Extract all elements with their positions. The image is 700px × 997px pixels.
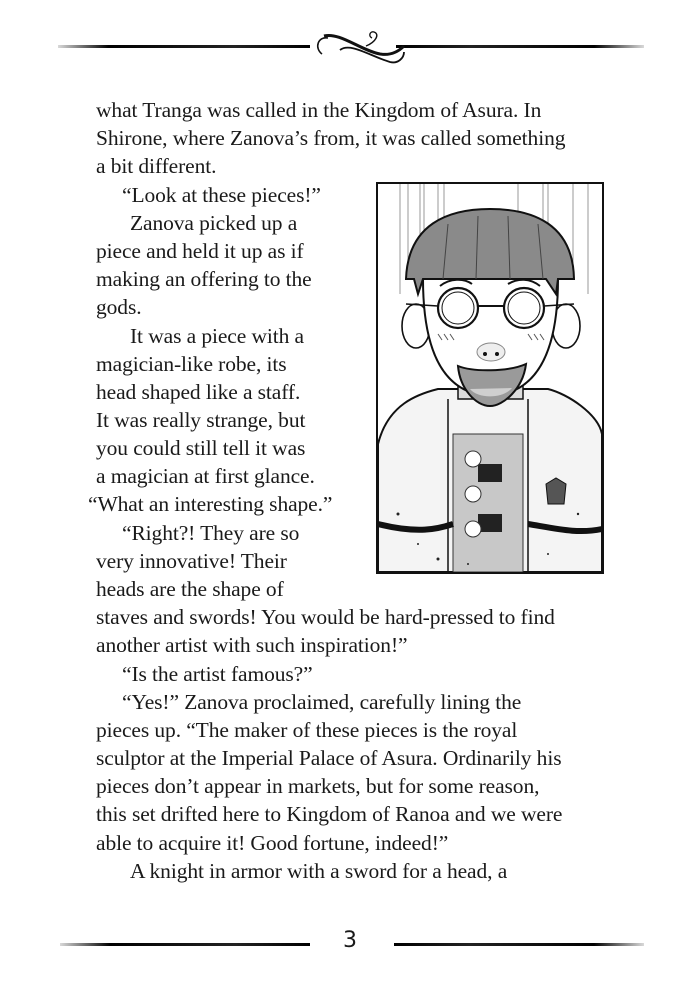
text-line: a bit different. — [96, 154, 217, 178]
character-portrait-icon — [378, 184, 602, 572]
text-line: what Tranga was called in the Kingdom of Asura. In — [96, 98, 542, 122]
text-line: Zanova picked up a — [130, 211, 298, 235]
top-rule-right — [396, 45, 644, 48]
text-line: able to acquire it! Good fortune, indeed!” — [96, 831, 449, 855]
text-line: this set drifted here to Kingdom of Ranoa and we were — [96, 802, 563, 826]
text-line: another artist with such inspiration!” — [96, 633, 408, 657]
text-line: It was a piece with a — [130, 324, 305, 348]
text-line: you could still tell it was — [96, 436, 306, 460]
text-line: pieces up. “The maker of these pieces is the royal — [96, 718, 518, 742]
text-line: a magician at first glance. — [96, 464, 315, 488]
text-line: head shaped like a staff. — [96, 380, 301, 404]
text-line: A knight in armor with a sword for a head, a — [130, 859, 508, 883]
text-line: “Right?! They are so — [122, 521, 300, 545]
text-line: “Is the artist famous?” — [122, 662, 313, 686]
text-line: Shirone, where Zanova’s from, it was called something — [96, 126, 566, 150]
text-line: “Yes!” Zanova proclaimed, carefully lining the — [122, 690, 522, 714]
text-line: staves and swords! You would be hard-pressed to find — [96, 605, 555, 629]
top-rule-left — [58, 45, 310, 48]
text-line: piece and held it up as if — [96, 239, 304, 263]
text-line: gods. — [96, 295, 142, 319]
text-line: making an offering to the — [96, 267, 312, 291]
text-line: “What an interesting shape.” — [88, 492, 333, 516]
text-line: It was really strange, but — [96, 408, 306, 432]
text-line: pieces don’t appear in markets, but for some reason, — [96, 774, 540, 798]
text-line: sculptor at the Imperial Palace of Asura. Ordinarily his — [96, 746, 562, 770]
manga-illustration — [376, 182, 604, 574]
page-number: 3 — [343, 928, 357, 953]
text-line: “Look at these pieces!” — [122, 183, 321, 207]
flourish-ornament-icon — [300, 28, 412, 68]
text-line: magician-like robe, its — [96, 352, 287, 376]
text-line: very innovative! Their — [96, 549, 287, 573]
text-line: heads are the shape of — [96, 577, 284, 601]
